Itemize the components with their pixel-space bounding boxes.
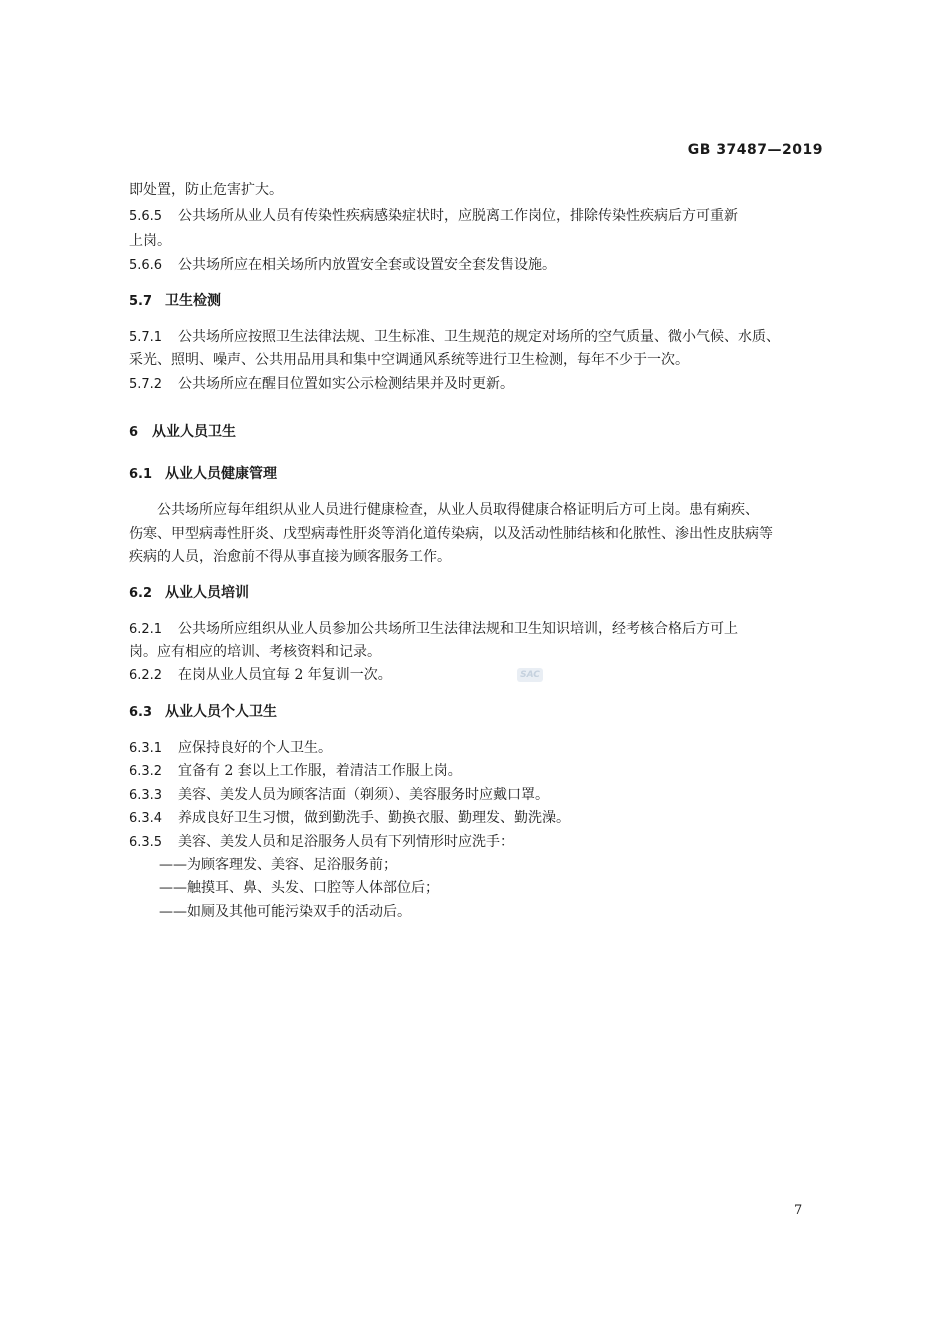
clause-6-3-4 xyxy=(129,807,829,830)
clause-text: 美容、美发人员和足浴服务人员有下列情形时应洗手： xyxy=(178,834,514,850)
clause-5-7-2 xyxy=(129,373,829,396)
heading-6-3 xyxy=(129,701,829,724)
clause-6-3-1 xyxy=(129,737,829,760)
clause-number: 5.7.2 xyxy=(129,377,163,392)
paragraph-line: 公共场所应每年组织从业人员进行健康检查，从业人员取得健康合格证明后方可上岗。患有痢疾、 xyxy=(157,502,759,518)
clause-number: 5.7 xyxy=(129,294,153,309)
list-item: ——为顾客理发、美容、足浴服务前； xyxy=(159,857,397,873)
clause-number: 6.2.2 xyxy=(129,668,163,683)
sac-watermark-logo: SAC xyxy=(517,668,543,682)
clause-number: 6.2 xyxy=(129,586,153,601)
clause-text: 公共场所应按照卫生法律法规、卫生标准、卫生规范的规定对场所的空气质量、微小气候、水质、 xyxy=(178,329,780,345)
clause-number: 6.1 xyxy=(129,467,153,482)
list-item: ——触摸耳、鼻、头发、口腔等人体部位后； xyxy=(159,880,439,896)
heading-text: 从业人员健康管理 xyxy=(165,466,277,482)
clause-6-2-1 xyxy=(129,618,829,641)
clause-6-2-2 xyxy=(129,664,829,687)
clause-text: 养成良好卫生习惯，做到勤洗手、勤换衣服、勤理发、勤洗澡。 xyxy=(178,810,570,826)
clause-number: 6.2.1 xyxy=(129,622,163,637)
clause-number: 6.3.3 xyxy=(129,788,163,803)
clause-number: 6 xyxy=(129,425,139,440)
clause-text: 公共场所应组织从业人员参加公共场所卫生法律法规和卫生知识培训，经考核合格后方可上 xyxy=(178,621,738,637)
clause-number: 6.3.4 xyxy=(129,811,163,826)
clause-6-3-5 xyxy=(129,831,829,854)
clause-text: 公共场所应在相关场所内放置安全套或设置安全套发售设施。 xyxy=(178,257,556,273)
clause-number: 6.3 xyxy=(129,705,153,720)
clause-5-6-5 xyxy=(129,205,829,228)
clause-5-6-6 xyxy=(129,254,829,277)
heading-text: 卫生检测 xyxy=(165,293,221,309)
page-number: 7 xyxy=(794,1203,803,1218)
paragraph-line: 上岗。 xyxy=(129,233,171,249)
heading-6-2 xyxy=(129,582,829,605)
clause-number: 6.3.2 xyxy=(129,764,163,779)
clause-6-3-3 xyxy=(129,784,829,807)
clause-number: 5.6.6 xyxy=(129,258,163,273)
list-item: ——如厕及其他可能污染双手的活动后。 xyxy=(159,904,411,920)
heading-6-1 xyxy=(129,463,829,486)
heading-text: 从业人员培训 xyxy=(165,585,249,601)
clause-text: 公共场所从业人员有传染性疾病感染症状时，应脱离工作岗位，排除传染性疾病后方可重新 xyxy=(178,208,738,224)
clause-number: 5.6.5 xyxy=(129,209,163,224)
paragraph-line: 即处置，防止危害扩大。 xyxy=(129,182,283,198)
clause-text: 公共场所应在醒目位置如实公示检测结果并及时更新。 xyxy=(178,376,514,392)
clause-text: 美容、美发人员为顾客洁面（剃须）、美容服务时应戴口罩。 xyxy=(178,787,549,803)
clause-number: 5.7.1 xyxy=(129,330,163,345)
clause-5-7-1 xyxy=(129,326,829,349)
clause-number: 6.3.5 xyxy=(129,835,163,850)
clause-text: 在岗从业人员宜每 2 年复训一次。 xyxy=(178,667,392,683)
paragraph-line: 采光、照明、噪声、公共用品用具和集中空调通风系统等进行卫生检测，每年不少于一次。 xyxy=(129,352,689,368)
clause-number: 6.3.1 xyxy=(129,741,163,756)
heading-6 xyxy=(129,421,829,444)
paragraph-line: 岗。应有相应的培训、考核资料和记录。 xyxy=(129,644,381,660)
clause-6-3-2 xyxy=(129,760,829,783)
paragraph-line: 伤寒、甲型病毒性肝炎、戊型病毒性肝炎等消化道传染病，以及活动性肺结核和化脓性、渗出性皮肤病等 xyxy=(129,526,773,542)
clause-text: 应保持良好的个人卫生。 xyxy=(178,740,332,756)
heading-text: 从业人员个人卫生 xyxy=(165,704,277,720)
standard-number: GB 37487—2019 xyxy=(687,142,823,158)
heading-5-7 xyxy=(129,290,829,313)
heading-text: 从业人员卫生 xyxy=(152,424,236,440)
clause-text: 宜备有 2 套以上工作服，着清洁工作服上岗。 xyxy=(178,763,462,779)
paragraph-line: 疾病的人员，治愈前不得从事直接为顾客服务工作。 xyxy=(129,549,451,565)
